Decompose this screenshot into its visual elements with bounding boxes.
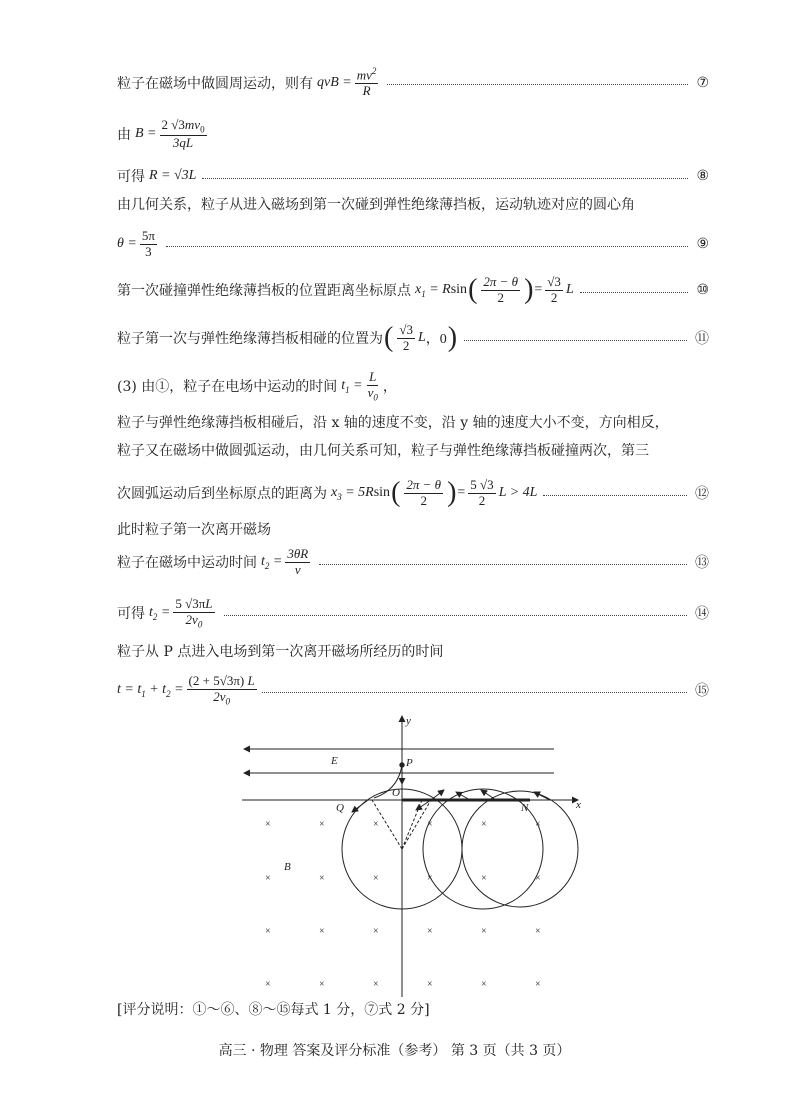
fraction-5sqrt3-over-2: $\frac{5 √3}{2}$ (470, 477, 494, 508)
field-cross: × (265, 873, 271, 884)
field-cross: × (265, 819, 271, 830)
field-cross: × (481, 819, 487, 830)
page-footer: 高三 · 物理 答案及评分标准（参考） 第 3 页（共 3 页） (218, 1043, 571, 1059)
fraction-5pi-over-3: $\frac{5\pi}{3}$ (141, 228, 155, 259)
equation-number-8: ⑧ (696, 168, 709, 184)
magnetic-field-crosses (265, 819, 541, 990)
equation-line-14 (117, 597, 709, 630)
line14-text: 可得 (117, 606, 145, 623)
field-cross: × (265, 926, 271, 937)
formula-14: $t_2$ = (149, 605, 171, 622)
field-cross: × (319, 873, 325, 884)
fraction-sqrt3-over-2: $\frac{√3}{2}$ (547, 274, 561, 305)
equation-number-12: ⑫ (695, 486, 709, 503)
line10-text: 第一次碰撞弹性绝缘薄挡板的位置距离坐标原点 (117, 283, 411, 300)
formula-15: $t = t_1 + t_2$ = (117, 682, 184, 699)
label-q: Q (336, 802, 344, 814)
field-cross: × (481, 873, 487, 884)
formula-12a: $x_3 = 5R$ (331, 485, 374, 502)
formula-10a: $x_1 = R$ (415, 282, 451, 299)
formula-9: θ = (117, 236, 137, 252)
leader-dots (543, 495, 687, 496)
field-cross: × (373, 979, 379, 990)
field-cross: × (373, 819, 379, 830)
radius-dashed-3 (402, 800, 422, 849)
velocity-arrow-q (352, 800, 368, 812)
equation-line-13 (117, 547, 709, 578)
field-cross: × (535, 873, 541, 884)
field-cross: × (427, 979, 433, 990)
fraction-3thetaR-over-v: $\frac{3\theta R}{v}$ (287, 546, 309, 577)
fraction-t2: $\frac{5 √3\pi L}{2v_0}$ (175, 596, 213, 630)
formula-t1: $t_1$ = (341, 378, 363, 395)
leader-dots (319, 564, 687, 565)
field-cross: × (481, 926, 487, 937)
field-cross: × (373, 926, 379, 937)
field-cross: × (427, 819, 433, 830)
equation-line-10: 第一次碰撞弹性绝缘薄挡板的位置距离坐标原点 $x_1 = R$ sin ( $\frac{2\pi - \theta}{2}$ ) = $\frac{√3}{2}$ L ⑩ (117, 274, 709, 306)
grading-note: [评分说明：①～⑥、⑧～⑮每式 1 分，⑦式 2 分] (117, 1002, 430, 1018)
equation-line-9 (117, 229, 709, 260)
leader-dots (464, 340, 687, 341)
equation-line-11: 粒子第一次与弹性绝缘薄挡板相碰的位置为 ( $\frac{√3}{2}$ L ，0 ) ⑪ (117, 322, 709, 354)
paren-left: ( (384, 322, 394, 354)
fraction-total-time: $\frac{(2 + 5√3\pi) L}{2v_0}$ (188, 673, 255, 707)
x-axis-label: x (576, 799, 581, 811)
velocity-arrow-5 (534, 792, 550, 800)
field-cross: × (319, 979, 325, 990)
trajectory-circle-3 (462, 791, 578, 907)
leader-dots (202, 178, 688, 179)
formula-8: R = √3L (149, 168, 197, 183)
equation-line-8 (117, 166, 709, 186)
fraction-2pi-minus-theta: $\frac{2\pi - \theta}{2}$ (406, 477, 442, 508)
equation-number-9: ⑨ (696, 236, 709, 253)
leader-dots (387, 84, 688, 85)
equation-line-12: 次圆弧运动后到坐标原点的距离为 $x_3 = 5R$ sin ( $\frac{2\pi - \theta}{2}$ ) = $\frac{5 √3}{2}$ L > 4L ⑫ (117, 477, 709, 509)
field-cross: × (319, 819, 325, 830)
geometry-text: 由几何关系，粒子从进入磁场到第一次碰到弹性绝缘薄挡板，运动轨迹对应的圆心角 (117, 197, 635, 213)
field-cross: × (427, 926, 433, 937)
label-p: P (406, 757, 413, 769)
label-n: N (521, 802, 529, 814)
field-cross: × (373, 873, 379, 884)
equation-number-13: ⑬ (695, 555, 709, 572)
line12-text: 次圆弧运动后到坐标原点的距离为 (117, 486, 327, 503)
paren-right: ) (447, 322, 458, 354)
leader-dots (262, 692, 687, 693)
equation-line-7 (117, 66, 709, 99)
fraction-mv2-over-r: $\frac{mv^2}{R}$ (356, 66, 377, 99)
paragraph-4: 粒子从 P 点进入电场到第一次离开磁场所经历的时间 (117, 644, 444, 660)
field-cross: × (535, 819, 541, 830)
y-axis-label: y (406, 715, 411, 727)
formula-13: $t_2$ = (261, 554, 283, 571)
paragraph-3: 此时粒子第一次离开磁场 (117, 522, 271, 538)
paren-right: ) (524, 274, 534, 306)
field-cross: × (319, 926, 325, 937)
field-cross: × (481, 979, 487, 990)
line-b-text: 由 (117, 127, 131, 144)
label-o: O (392, 787, 400, 799)
equation-number-11: ⑪ (695, 331, 709, 348)
leader-dots (580, 292, 689, 293)
line8-text: 可得 (117, 169, 145, 185)
paren-right: ) (447, 477, 457, 509)
equation-line-15 (117, 674, 709, 707)
leader-dots (166, 246, 689, 247)
paragraph-1: 粒子与弹性绝缘薄挡板相碰后，沿 x 轴的速度不变，沿 y 轴的速度大小不变，方向相反， (117, 415, 669, 431)
formula-b: B = (135, 126, 157, 142)
field-cross: × (535, 926, 541, 937)
line7-text: 粒子在磁场中做圆周运动，则有 (117, 75, 313, 92)
equation-number-15: ⑮ (695, 683, 709, 700)
trajectory-figure (238, 712, 598, 997)
field-cross: × (265, 979, 271, 990)
leader-dots (224, 615, 687, 616)
equation-line-b (117, 118, 210, 151)
fraction-sqrt3-over-2: $\frac{√3}{2}$ (399, 322, 413, 353)
equation-number-14: ⑭ (695, 606, 709, 623)
fraction-l-over-v0: $\frac{L}{v_0}$ (367, 369, 378, 403)
field-cross: × (535, 979, 541, 990)
paren-left: ( (468, 274, 478, 306)
line11-text: 粒子第一次与弹性绝缘薄挡板相碰的位置为 (117, 331, 383, 348)
paren-left: ( (391, 477, 401, 509)
equation-line-t1: (3) 由①，粒子在电场中运动的时间 $t_1$ = $\frac{L}{v_0}$ ， (117, 369, 397, 403)
label-b: B (284, 861, 291, 873)
fraction-b: $\frac{2 √3mv_0}{3qL}$ (161, 117, 205, 150)
label-e: E (331, 755, 338, 767)
field-cross: × (427, 873, 433, 884)
formula-7: qvB = (317, 74, 352, 90)
part3-text: (3) 由①，粒子在电场中运动的时间 (117, 379, 338, 396)
fraction-2pi-minus-theta: $\frac{2\pi - \theta}{2}$ (483, 274, 519, 305)
equation-number-10: ⑩ (696, 282, 709, 299)
paragraph-2: 粒子又在磁场中做圆弧运动，由几何关系可知，粒子与弹性绝缘薄挡板碰撞两次，第三 (117, 443, 649, 459)
line13-text: 粒子在磁场中运动时间 (117, 555, 257, 572)
equation-number-7: ⑦ (696, 74, 709, 91)
